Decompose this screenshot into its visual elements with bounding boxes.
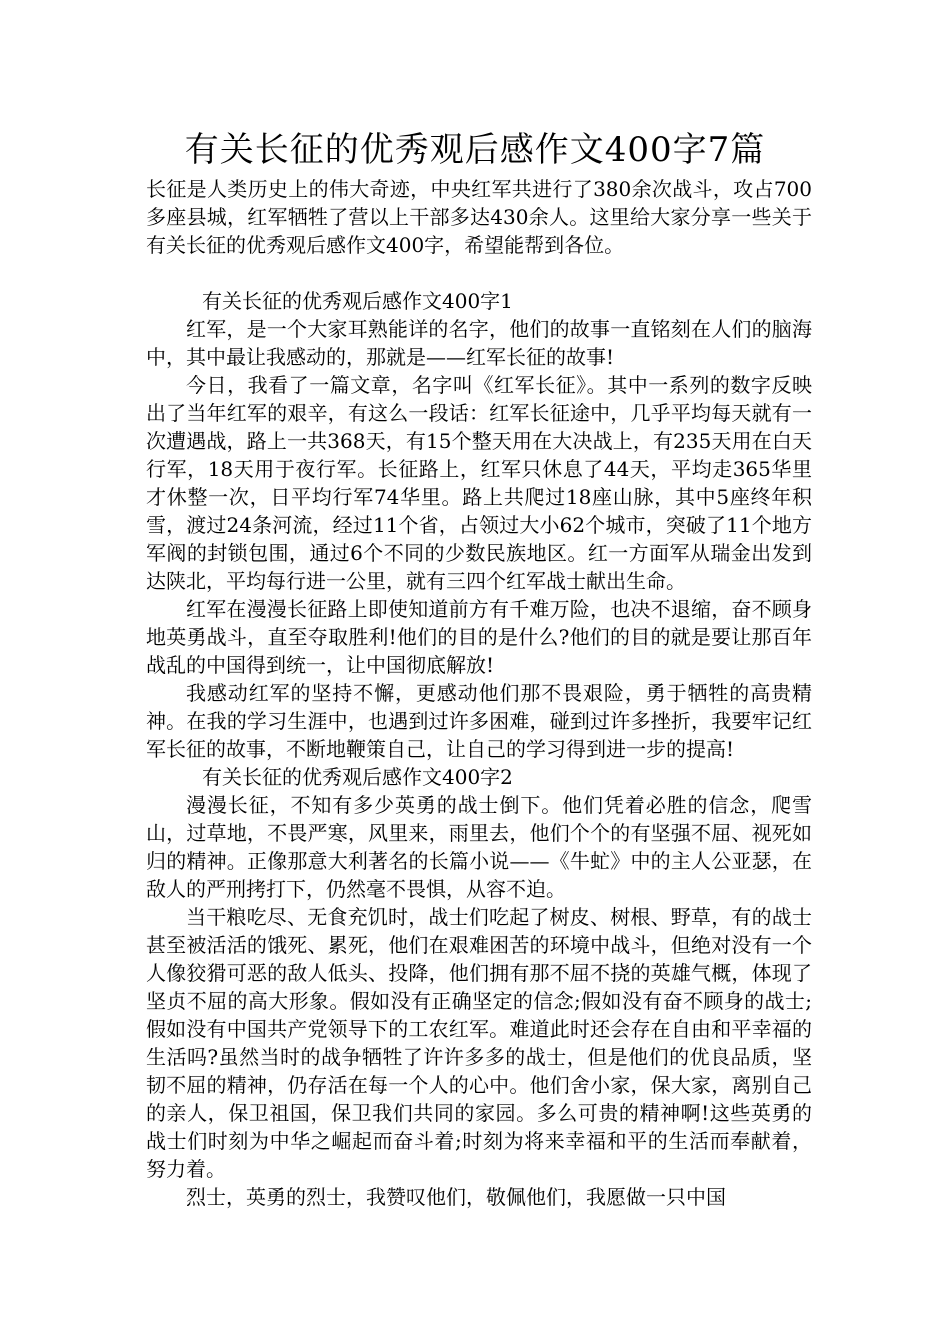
essay-2-paragraph-3: 烈士，英勇的烈士，我赞叹他们，敬佩他们，我愿做一只中国 xyxy=(186,1185,726,1209)
essay-1-paragraph-2: 今日，我看了一篇文章，名字叫《红军长征》。其中一系列的数字反映出了当年红军的艰辛，有这么一段话：红军长征途中，几乎平均每天就有一次遭遇战，路上一共368天，有15个整天用在大决战上，有235天用在白天行军，18天用于夜行军。长征路上，红军只休息了44天，平均走365华里才休整一次，日平均行军74华里。路上共爬过18座山脉，其中5座终年积雪，渡过24条河流，经过11个省，占领过大小62个城市，突破了11个地方军阀的封锁包围，通过6个不同的少数民族地区。红一方面军从瑞金出发到达陕北，平均每行进一公里，就有三四个红军战士献出生命。 xyxy=(146,373,812,593)
document-title: 有关长征的优秀观后感作文400字7篇 xyxy=(184,130,766,170)
document-body xyxy=(146,175,812,1211)
essay-1-paragraph-1: 红军，是一个大家耳熟能详的名字，他们的故事一直铭刻在人们的脑海中，其中最让我感动的，那就是——红军长征的故事! xyxy=(146,317,812,369)
essay-2-paragraph-2: 当干粮吃尽、无食充饥时，战士们吃起了树皮、树根、野草，有的战士甚至被活活的饿死、累死，他们在艰难困苦的环境中战斗，但绝对没有一个人像狡猾可恶的敌人低头、投降，他们拥有那不屈不挠的英雄气概，体现了坚贞不屈的高大形象。假如没有正确坚定的信念;假如没有奋不顾身的战士;假如没有中国共产党领导下的工农红军。难道此时还会存在自由和平幸福的生活吗?虽然当时的战争牺牲了许许多多的战士，但是他们的优良品质，坚韧不屈的精神，仍存活在每一个人的心中。他们舍小家，保大家，离别自己的亲人，保卫祖国，保卫我们共同的家园。多么可贵的精神啊!这些英勇的战士们时刻为中华之崛起而奋斗着;时刻为将来幸福和平的生活而奉献着，努力着。 xyxy=(146,905,812,1181)
essay-1-paragraph-4: 我感动红军的坚持不懈，更感动他们那不畏艰险，勇于牺牲的高贵精神。在我的学习生涯中，也遇到过许多困难，碰到过许多挫折，我要牢记红军长征的故事，不断地鞭策自己，让自己的学习得到进一步的提高! xyxy=(146,681,812,761)
essay-2-paragraph-1: 漫漫长征，不知有多少英勇的战士倒下。他们凭着必胜的信念，爬雪山，过草地，不畏严寒，风里来，雨里去，他们个个的有坚强不屈、视死如归的精神。正像那意大利著名的长篇小说——《牛虻》中的主人公亚瑟，在敌人的严刑拷打下，仍然毫不畏惧，从容不迫。 xyxy=(146,793,812,901)
blank-line xyxy=(146,259,812,287)
essay-2-heading: 有关长征的优秀观后感作文400字2 xyxy=(202,765,513,789)
essay-1-heading: 有关长征的优秀观后感作文400字1 xyxy=(202,289,513,313)
essay-1-paragraph-3: 红军在漫漫长征路上即使知道前方有千难万险，也决不退缩，奋不顾身地英勇战斗，直至夺取胜利!他们的目的是什么?他们的目的就是要让那百年战乱的中国得到统一，让中国彻底解放! xyxy=(146,597,812,677)
intro-paragraph: 长征是人类历史上的伟大奇迹，中央红军共进行了380余次战斗，攻占700多座县城，红军牺牲了营以上干部多达430余人。这里给大家分享一些关于有关长征的优秀观后感作文400字，希望能帮到各位。 xyxy=(146,177,812,257)
